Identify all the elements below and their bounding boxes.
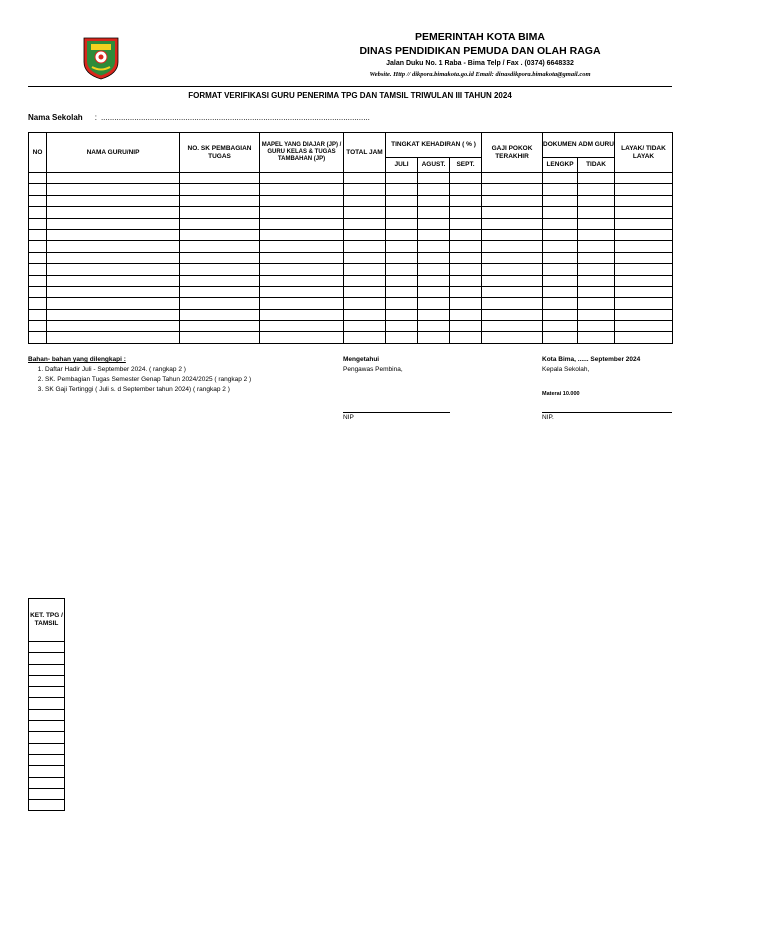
table-cell[interactable] xyxy=(180,332,260,343)
table-cell[interactable] xyxy=(344,184,386,195)
ket-table xyxy=(28,598,65,811)
table-cell[interactable] xyxy=(578,275,615,286)
ket-cell[interactable] xyxy=(29,800,65,811)
table-cell[interactable] xyxy=(578,286,615,297)
table-cell[interactable] xyxy=(482,286,543,297)
table-cell[interactable] xyxy=(482,264,543,275)
table-cell[interactable] xyxy=(578,195,615,206)
table-cell[interactable] xyxy=(180,218,260,229)
table-cell[interactable] xyxy=(578,321,615,332)
table-cell[interactable] xyxy=(180,275,260,286)
table-cell[interactable] xyxy=(260,207,344,218)
col-juli: JULI xyxy=(386,158,418,173)
school-name-row xyxy=(28,113,370,122)
table-row xyxy=(29,207,673,218)
table-cell[interactable] xyxy=(29,275,47,286)
table-cell[interactable] xyxy=(180,252,260,263)
table-cell[interactable] xyxy=(482,309,543,320)
table-row xyxy=(29,298,673,309)
col-gaji: GAJI POKOK TERAKHIR xyxy=(482,133,543,173)
table-cell[interactable] xyxy=(450,252,482,263)
table-cell[interactable] xyxy=(450,275,482,286)
table-cell[interactable] xyxy=(450,332,482,343)
ket-row xyxy=(29,675,65,686)
table-cell[interactable] xyxy=(386,275,418,286)
table-cell[interactable] xyxy=(29,321,47,332)
signature-left-title: Mengetahui xyxy=(343,356,380,363)
table-cell[interactable] xyxy=(450,321,482,332)
table-cell[interactable] xyxy=(386,173,418,184)
table-cell[interactable] xyxy=(615,298,673,309)
table-cell[interactable] xyxy=(344,252,386,263)
table-cell[interactable] xyxy=(47,229,180,240)
ket-row xyxy=(29,698,65,709)
table-cell[interactable] xyxy=(418,264,450,275)
required-documents xyxy=(28,356,251,396)
table-cell[interactable] xyxy=(47,286,180,297)
table-cell[interactable] xyxy=(344,264,386,275)
ket-row xyxy=(29,721,65,732)
table-cell[interactable] xyxy=(47,332,180,343)
table-cell[interactable] xyxy=(543,286,578,297)
table-cell[interactable] xyxy=(450,218,482,229)
table-cell[interactable] xyxy=(418,286,450,297)
signature-right xyxy=(542,356,640,373)
table-cell[interactable] xyxy=(543,184,578,195)
table-cell[interactable] xyxy=(47,264,180,275)
col-kehadiran: TINGKAT KEHADIRAN ( % ) xyxy=(386,133,482,158)
table-row xyxy=(29,275,673,286)
table-cell[interactable] xyxy=(482,207,543,218)
table-cell[interactable] xyxy=(578,218,615,229)
table-cell[interactable] xyxy=(543,207,578,218)
table-cell[interactable] xyxy=(450,207,482,218)
col-sk: NO. SK PEMBAGIAN TUGAS xyxy=(180,133,260,173)
school-separator: : xyxy=(94,113,97,122)
table-cell[interactable] xyxy=(29,264,47,275)
ket-cell[interactable] xyxy=(29,743,65,754)
notes-item: 1. Daftar Hadir Juli - September 2024. ( rangkap 2 ) xyxy=(45,366,251,373)
table-row xyxy=(29,309,673,320)
table-cell[interactable] xyxy=(482,229,543,240)
table-cell[interactable] xyxy=(543,298,578,309)
table-cell[interactable] xyxy=(450,241,482,252)
table-cell[interactable] xyxy=(344,229,386,240)
signature-line-right xyxy=(542,412,672,413)
table-cell[interactable] xyxy=(180,207,260,218)
signature-left-role: Pengawas Pembina, xyxy=(343,366,403,373)
table-cell[interactable] xyxy=(543,195,578,206)
ket-cell[interactable] xyxy=(29,664,65,675)
table-cell[interactable] xyxy=(260,252,344,263)
table-cell[interactable] xyxy=(482,275,543,286)
table-cell[interactable] xyxy=(615,218,673,229)
table-cell[interactable] xyxy=(260,173,344,184)
ket-header: KET. TPG / TAMSIL xyxy=(29,599,65,642)
ket-row xyxy=(29,788,65,799)
table-cell[interactable] xyxy=(418,207,450,218)
ket-row xyxy=(29,732,65,743)
col-mapel: MAPEL YANG DIAJAR (JP) / GURU KELAS & TUGAS TAMBAHAN (JP) xyxy=(260,133,344,173)
table-cell[interactable] xyxy=(543,332,578,343)
ket-cell[interactable] xyxy=(29,721,65,732)
table-cell[interactable] xyxy=(615,184,673,195)
table-cell[interactable] xyxy=(578,173,615,184)
table-cell[interactable] xyxy=(29,195,47,206)
table-cell[interactable] xyxy=(418,298,450,309)
header-line1: PEMERINTAH KOTA BIMA xyxy=(415,31,545,43)
table-cell[interactable] xyxy=(260,218,344,229)
table-cell[interactable] xyxy=(615,332,673,343)
ket-row xyxy=(29,653,65,664)
table-cell[interactable] xyxy=(418,184,450,195)
table-cell[interactable] xyxy=(260,184,344,195)
table-row xyxy=(29,264,673,275)
ket-cell[interactable] xyxy=(29,709,65,720)
table-cell[interactable] xyxy=(29,332,47,343)
signature-right-date: Kota Bima, ...... September 2024 xyxy=(542,356,641,363)
ket-row xyxy=(29,664,65,675)
table-cell[interactable] xyxy=(482,298,543,309)
col-agust: AGUST. xyxy=(418,158,450,173)
ket-cell[interactable] xyxy=(29,754,65,765)
table-cell[interactable] xyxy=(578,229,615,240)
header-website: Website. Http // dikpora.bimakota.go.id Email: dinasdikpora.bimakota@gmail.com xyxy=(369,71,591,78)
table-cell[interactable] xyxy=(386,286,418,297)
table-cell[interactable] xyxy=(615,321,673,332)
school-label: Nama Sekolah xyxy=(28,113,83,122)
table-cell[interactable] xyxy=(344,332,386,343)
col-layak: LAYAK/ TIDAK LAYAK xyxy=(615,133,673,173)
table-cell[interactable] xyxy=(418,195,450,206)
table-cell[interactable] xyxy=(450,309,482,320)
table-cell[interactable] xyxy=(344,309,386,320)
ket-cell[interactable] xyxy=(29,766,65,777)
table-cell[interactable] xyxy=(615,195,673,206)
table-cell[interactable] xyxy=(482,184,543,195)
verification-table xyxy=(28,132,673,344)
table-cell[interactable] xyxy=(543,275,578,286)
table-cell[interactable] xyxy=(543,264,578,275)
col-nama: NAMA GURU/NIP xyxy=(47,133,180,173)
table-cell[interactable] xyxy=(47,195,180,206)
table-cell[interactable] xyxy=(482,321,543,332)
table-cell[interactable] xyxy=(418,309,450,320)
header-address: Jalan Duku No. 1 Raba - Bima Telp / Fax . (0374) 6648332 xyxy=(386,60,574,67)
table-cell[interactable] xyxy=(47,309,180,320)
table-cell[interactable] xyxy=(615,207,673,218)
table-cell[interactable] xyxy=(260,286,344,297)
table-cell[interactable] xyxy=(615,252,673,263)
table-cell[interactable] xyxy=(29,218,47,229)
table-row xyxy=(29,332,673,343)
ket-row xyxy=(29,642,65,653)
table-cell[interactable] xyxy=(386,241,418,252)
table-cell[interactable] xyxy=(180,229,260,240)
table-cell[interactable] xyxy=(344,298,386,309)
table-cell[interactable] xyxy=(615,229,673,240)
table-cell[interactable] xyxy=(615,286,673,297)
table-cell[interactable] xyxy=(418,275,450,286)
ket-cell[interactable] xyxy=(29,653,65,664)
table-cell[interactable] xyxy=(482,195,543,206)
table-cell[interactable] xyxy=(344,218,386,229)
table-cell[interactable] xyxy=(260,309,344,320)
table-cell[interactable] xyxy=(615,241,673,252)
table-cell[interactable] xyxy=(450,298,482,309)
table-cell[interactable] xyxy=(482,173,543,184)
table-cell[interactable] xyxy=(47,218,180,229)
ket-cell[interactable] xyxy=(29,675,65,686)
signature-right-role: Kepala Sekolah, xyxy=(542,366,590,373)
table-cell[interactable] xyxy=(578,264,615,275)
table-cell[interactable] xyxy=(344,241,386,252)
col-tidak: TIDAK xyxy=(578,158,615,173)
col-total-jam: TOTAL JAM xyxy=(344,133,386,173)
table-row xyxy=(29,252,673,263)
table-row xyxy=(29,321,673,332)
table-cell[interactable] xyxy=(543,321,578,332)
table-cell[interactable] xyxy=(386,309,418,320)
table-row xyxy=(29,229,673,240)
table-cell[interactable] xyxy=(450,264,482,275)
table-cell[interactable] xyxy=(344,321,386,332)
table-cell[interactable] xyxy=(615,309,673,320)
document-title: FORMAT VERIFIKASI GURU PENERIMA TPG DAN TAMSIL TRIWULAN III TAHUN 2024 xyxy=(188,91,512,100)
table-cell[interactable] xyxy=(47,207,180,218)
ket-cell[interactable] xyxy=(29,642,65,653)
ket-row xyxy=(29,687,65,698)
table-cell[interactable] xyxy=(386,207,418,218)
signature-left xyxy=(343,356,403,373)
table-cell[interactable] xyxy=(386,184,418,195)
table-cell[interactable] xyxy=(180,184,260,195)
table-cell[interactable] xyxy=(29,173,47,184)
table-cell[interactable] xyxy=(180,241,260,252)
ket-row xyxy=(29,777,65,788)
table-cell[interactable] xyxy=(450,184,482,195)
table-cell[interactable] xyxy=(386,229,418,240)
table-cell[interactable] xyxy=(578,241,615,252)
table-cell[interactable] xyxy=(450,195,482,206)
table-cell[interactable] xyxy=(180,309,260,320)
table-cell[interactable] xyxy=(418,332,450,343)
signature-line-left xyxy=(343,412,450,413)
table-cell[interactable] xyxy=(47,173,180,184)
table-row xyxy=(29,173,673,184)
table-cell[interactable] xyxy=(260,241,344,252)
notes-item: 2. SK. Pembagian Tugas Semester Genap Tahun 2024/2025 ( rangkap 2 ) xyxy=(45,376,251,383)
table-cell[interactable] xyxy=(482,252,543,263)
table-cell[interactable] xyxy=(543,252,578,263)
table-cell[interactable] xyxy=(543,173,578,184)
table-cell[interactable] xyxy=(29,229,47,240)
table-cell[interactable] xyxy=(29,241,47,252)
table-cell[interactable] xyxy=(386,264,418,275)
table-cell[interactable] xyxy=(344,275,386,286)
table-cell[interactable] xyxy=(386,195,418,206)
nip-right: NIP. xyxy=(542,414,554,421)
table-cell[interactable] xyxy=(260,332,344,343)
ket-cell[interactable] xyxy=(29,788,65,799)
table-cell[interactable] xyxy=(180,321,260,332)
table-row xyxy=(29,195,673,206)
ket-cell[interactable] xyxy=(29,777,65,788)
table-cell[interactable] xyxy=(418,229,450,240)
table-cell[interactable] xyxy=(450,173,482,184)
table-cell[interactable] xyxy=(418,218,450,229)
kota-bima-emblem-icon xyxy=(82,36,120,80)
table-row xyxy=(29,218,673,229)
materai-label: Materai 10.000 xyxy=(542,391,580,397)
ket-cell[interactable] xyxy=(29,732,65,743)
table-cell[interactable] xyxy=(47,241,180,252)
table-cell[interactable] xyxy=(386,298,418,309)
nip-left: NIP xyxy=(343,414,354,421)
col-lengkap: LENGKP xyxy=(543,158,578,173)
table-cell[interactable] xyxy=(450,286,482,297)
table-cell[interactable] xyxy=(543,309,578,320)
table-row xyxy=(29,286,673,297)
table-row xyxy=(29,184,673,195)
table-cell[interactable] xyxy=(578,298,615,309)
notes-item: 3. SK Gaji Tertinggi ( Juli s. d September tahun 2024) ( rangkap 2 ) xyxy=(45,386,251,393)
header-line2: DINAS PENDIDIKAN PEMUDA DAN OLAH RAGA xyxy=(359,45,601,57)
table-cell[interactable] xyxy=(386,252,418,263)
table-cell[interactable] xyxy=(482,218,543,229)
table-cell[interactable] xyxy=(418,321,450,332)
table-cell[interactable] xyxy=(47,252,180,263)
table-cell[interactable] xyxy=(578,207,615,218)
table-cell[interactable] xyxy=(386,321,418,332)
table-cell[interactable] xyxy=(482,241,543,252)
table-cell[interactable] xyxy=(344,286,386,297)
table-cell[interactable] xyxy=(450,229,482,240)
table-cell[interactable] xyxy=(180,286,260,297)
table-cell[interactable] xyxy=(260,275,344,286)
table-cell[interactable] xyxy=(543,218,578,229)
ket-row xyxy=(29,800,65,811)
table-cell[interactable] xyxy=(29,309,47,320)
table-cell[interactable] xyxy=(260,195,344,206)
col-dokumen: DOKUMEN ADM GURU xyxy=(543,133,615,158)
table-cell[interactable] xyxy=(344,207,386,218)
table-cell[interactable] xyxy=(180,264,260,275)
table-cell[interactable] xyxy=(47,275,180,286)
table-cell[interactable] xyxy=(47,321,180,332)
ket-row xyxy=(29,743,65,754)
col-sept: SEPT. xyxy=(450,158,482,173)
table-cell[interactable] xyxy=(418,241,450,252)
table-cell[interactable] xyxy=(260,298,344,309)
table-cell[interactable] xyxy=(180,195,260,206)
table-cell[interactable] xyxy=(29,298,47,309)
table-cell[interactable] xyxy=(260,321,344,332)
notes-title: Bahan- bahan yang dilengkapi : xyxy=(28,356,126,363)
table-cell[interactable] xyxy=(418,173,450,184)
table-cell[interactable] xyxy=(543,241,578,252)
ket-row xyxy=(29,766,65,777)
ket-cell[interactable] xyxy=(29,687,65,698)
table-cell[interactable] xyxy=(180,173,260,184)
table-cell[interactable] xyxy=(386,332,418,343)
table-cell[interactable] xyxy=(578,309,615,320)
school-name-field[interactable]: ......................................................................................................................... xyxy=(100,113,370,122)
table-cell[interactable] xyxy=(386,218,418,229)
table-cell[interactable] xyxy=(29,286,47,297)
table-cell[interactable] xyxy=(29,252,47,263)
table-cell[interactable] xyxy=(344,195,386,206)
table-cell[interactable] xyxy=(543,229,578,240)
header-divider xyxy=(28,86,672,87)
table-cell[interactable] xyxy=(418,252,450,263)
table-cell[interactable] xyxy=(47,184,180,195)
table-cell[interactable] xyxy=(47,298,180,309)
table-cell[interactable] xyxy=(344,173,386,184)
ket-row xyxy=(29,709,65,720)
table-cell[interactable] xyxy=(578,184,615,195)
table-row xyxy=(29,241,673,252)
table-cell[interactable] xyxy=(180,298,260,309)
table-cell[interactable] xyxy=(260,229,344,240)
table-cell[interactable] xyxy=(615,275,673,286)
ket-cell[interactable] xyxy=(29,698,65,709)
table-cell[interactable] xyxy=(29,184,47,195)
col-no: NO xyxy=(29,133,47,173)
table-cell[interactable] xyxy=(615,264,673,275)
table-cell[interactable] xyxy=(482,332,543,343)
table-cell[interactable] xyxy=(578,332,615,343)
table-cell[interactable] xyxy=(260,264,344,275)
table-cell[interactable] xyxy=(615,173,673,184)
table-cell[interactable] xyxy=(578,252,615,263)
ket-row xyxy=(29,754,65,765)
table-cell[interactable] xyxy=(29,207,47,218)
